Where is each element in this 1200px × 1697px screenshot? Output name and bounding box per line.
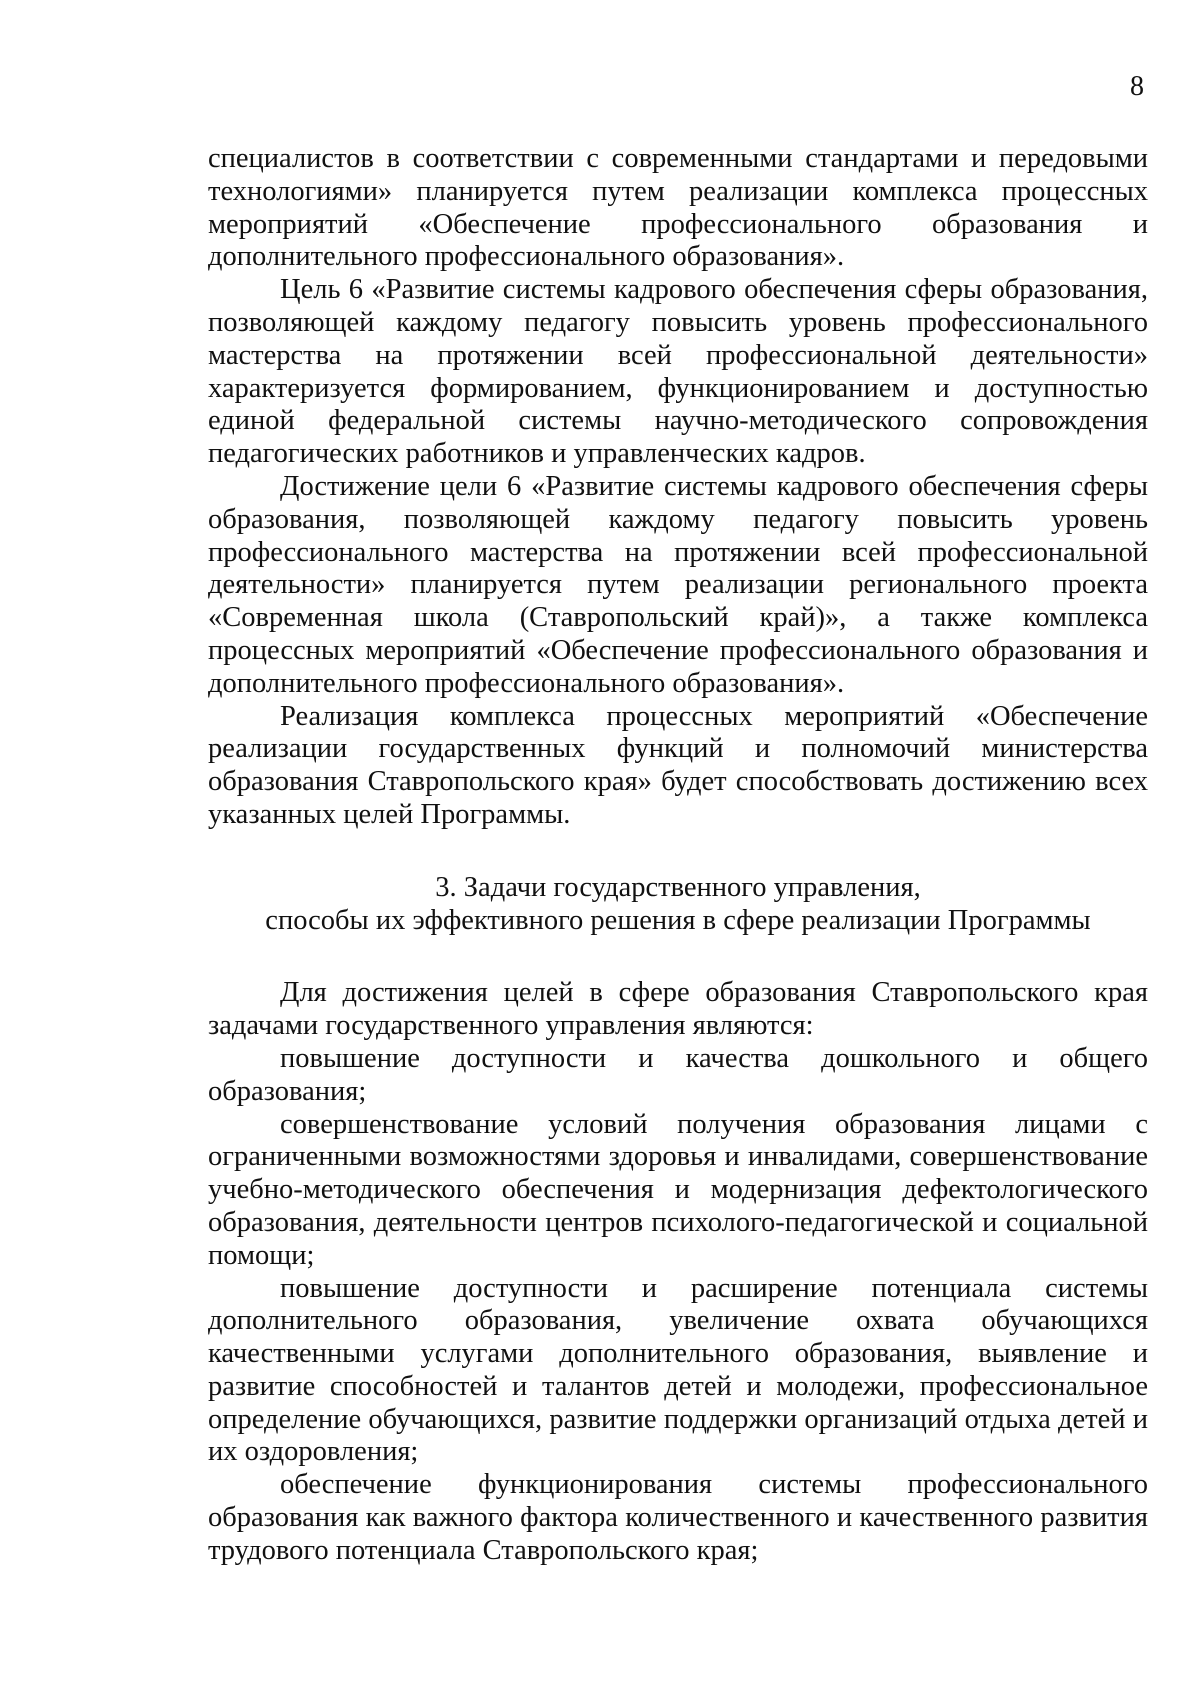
page-number: 8 xyxy=(1130,71,1144,102)
paragraph-task-preschool: повышение доступности и качества дошкольного и общего образования; xyxy=(208,1042,1148,1107)
paragraph-task-professional-education: обеспечение функционирования системы профессионального образования как важного фактора количественного и качественного развития трудового потенциала Ставропольского края; xyxy=(208,1469,1148,1566)
paragraph-goal-6-achievement: Достижение цели 6 «Развитие системы кадрового обеспечения сферы образования, позволяющей каждому педагогу повысить уровень профессионального мастерства на протяжении всей профессиональной деятельности» планируется путем реализации регионального проекта «Современная школа (Ставропольский край)», а также комплекса процессных мероприятий «Обеспечение профессионального образования и дополнительного профессионального образования». xyxy=(208,470,1148,699)
section-heading xyxy=(208,872,1148,938)
paragraph-process-measures: Реализация комплекса процессных мероприятий «Обеспечение реализации государственных функций и полномочий министерства образования Ставропольского края» будет способствовать достижению всех указанных целей Программы. xyxy=(208,700,1148,830)
paragraph-tasks-intro: Для достижения целей в сфере образования Ставропольского края задачами государственного управления являются: xyxy=(208,977,1148,1042)
paragraph-task-disabilities: совершенствование условий получения образования лицами с ограниченными возможностями здоровья и инвалидами, совершенствование учебно-методического обеспечения и модернизация дефектологического образования, деятельности центров психолого-педагогической и социальной помощи; xyxy=(208,1108,1148,1271)
paragraph-goal-6-description: Цель 6 «Развитие системы кадрового обеспечения сферы образования, позволяющей каждому педагогу повысить уровень профессионального мастерства на протяжении всей профессиональной деятельности» характеризуется формированием, функционированием и доступностью единой федеральной системы научно-методического сопровождения педагогических работников и управленческих кадров. xyxy=(208,274,1148,470)
section-heading-line-1: 3. Задачи государственного управления, xyxy=(435,871,921,903)
paragraph-continuation: специалистов в соответствии с современными стандартами и передовыми технологиями» планируется путем реализации комплекса процессных мероприятий «Обеспечение профессионального образования и дополнительного профессионального образования». xyxy=(208,143,1148,273)
paragraph-task-additional-education: повышение доступности и расширение потенциала системы дополнительного образования, увеличение охвата обучающихся качественными услугами дополнительного образования, выявление и развитие способностей и талантов детей и молодежи, профессиональное определение обучающихся, развитие поддержки организаций отдыха детей и их оздоровления; xyxy=(208,1272,1148,1468)
document-body xyxy=(208,143,1148,1568)
section-heading-line-2: способы их эффективного решения в сфере реализации Программы xyxy=(265,904,1091,936)
